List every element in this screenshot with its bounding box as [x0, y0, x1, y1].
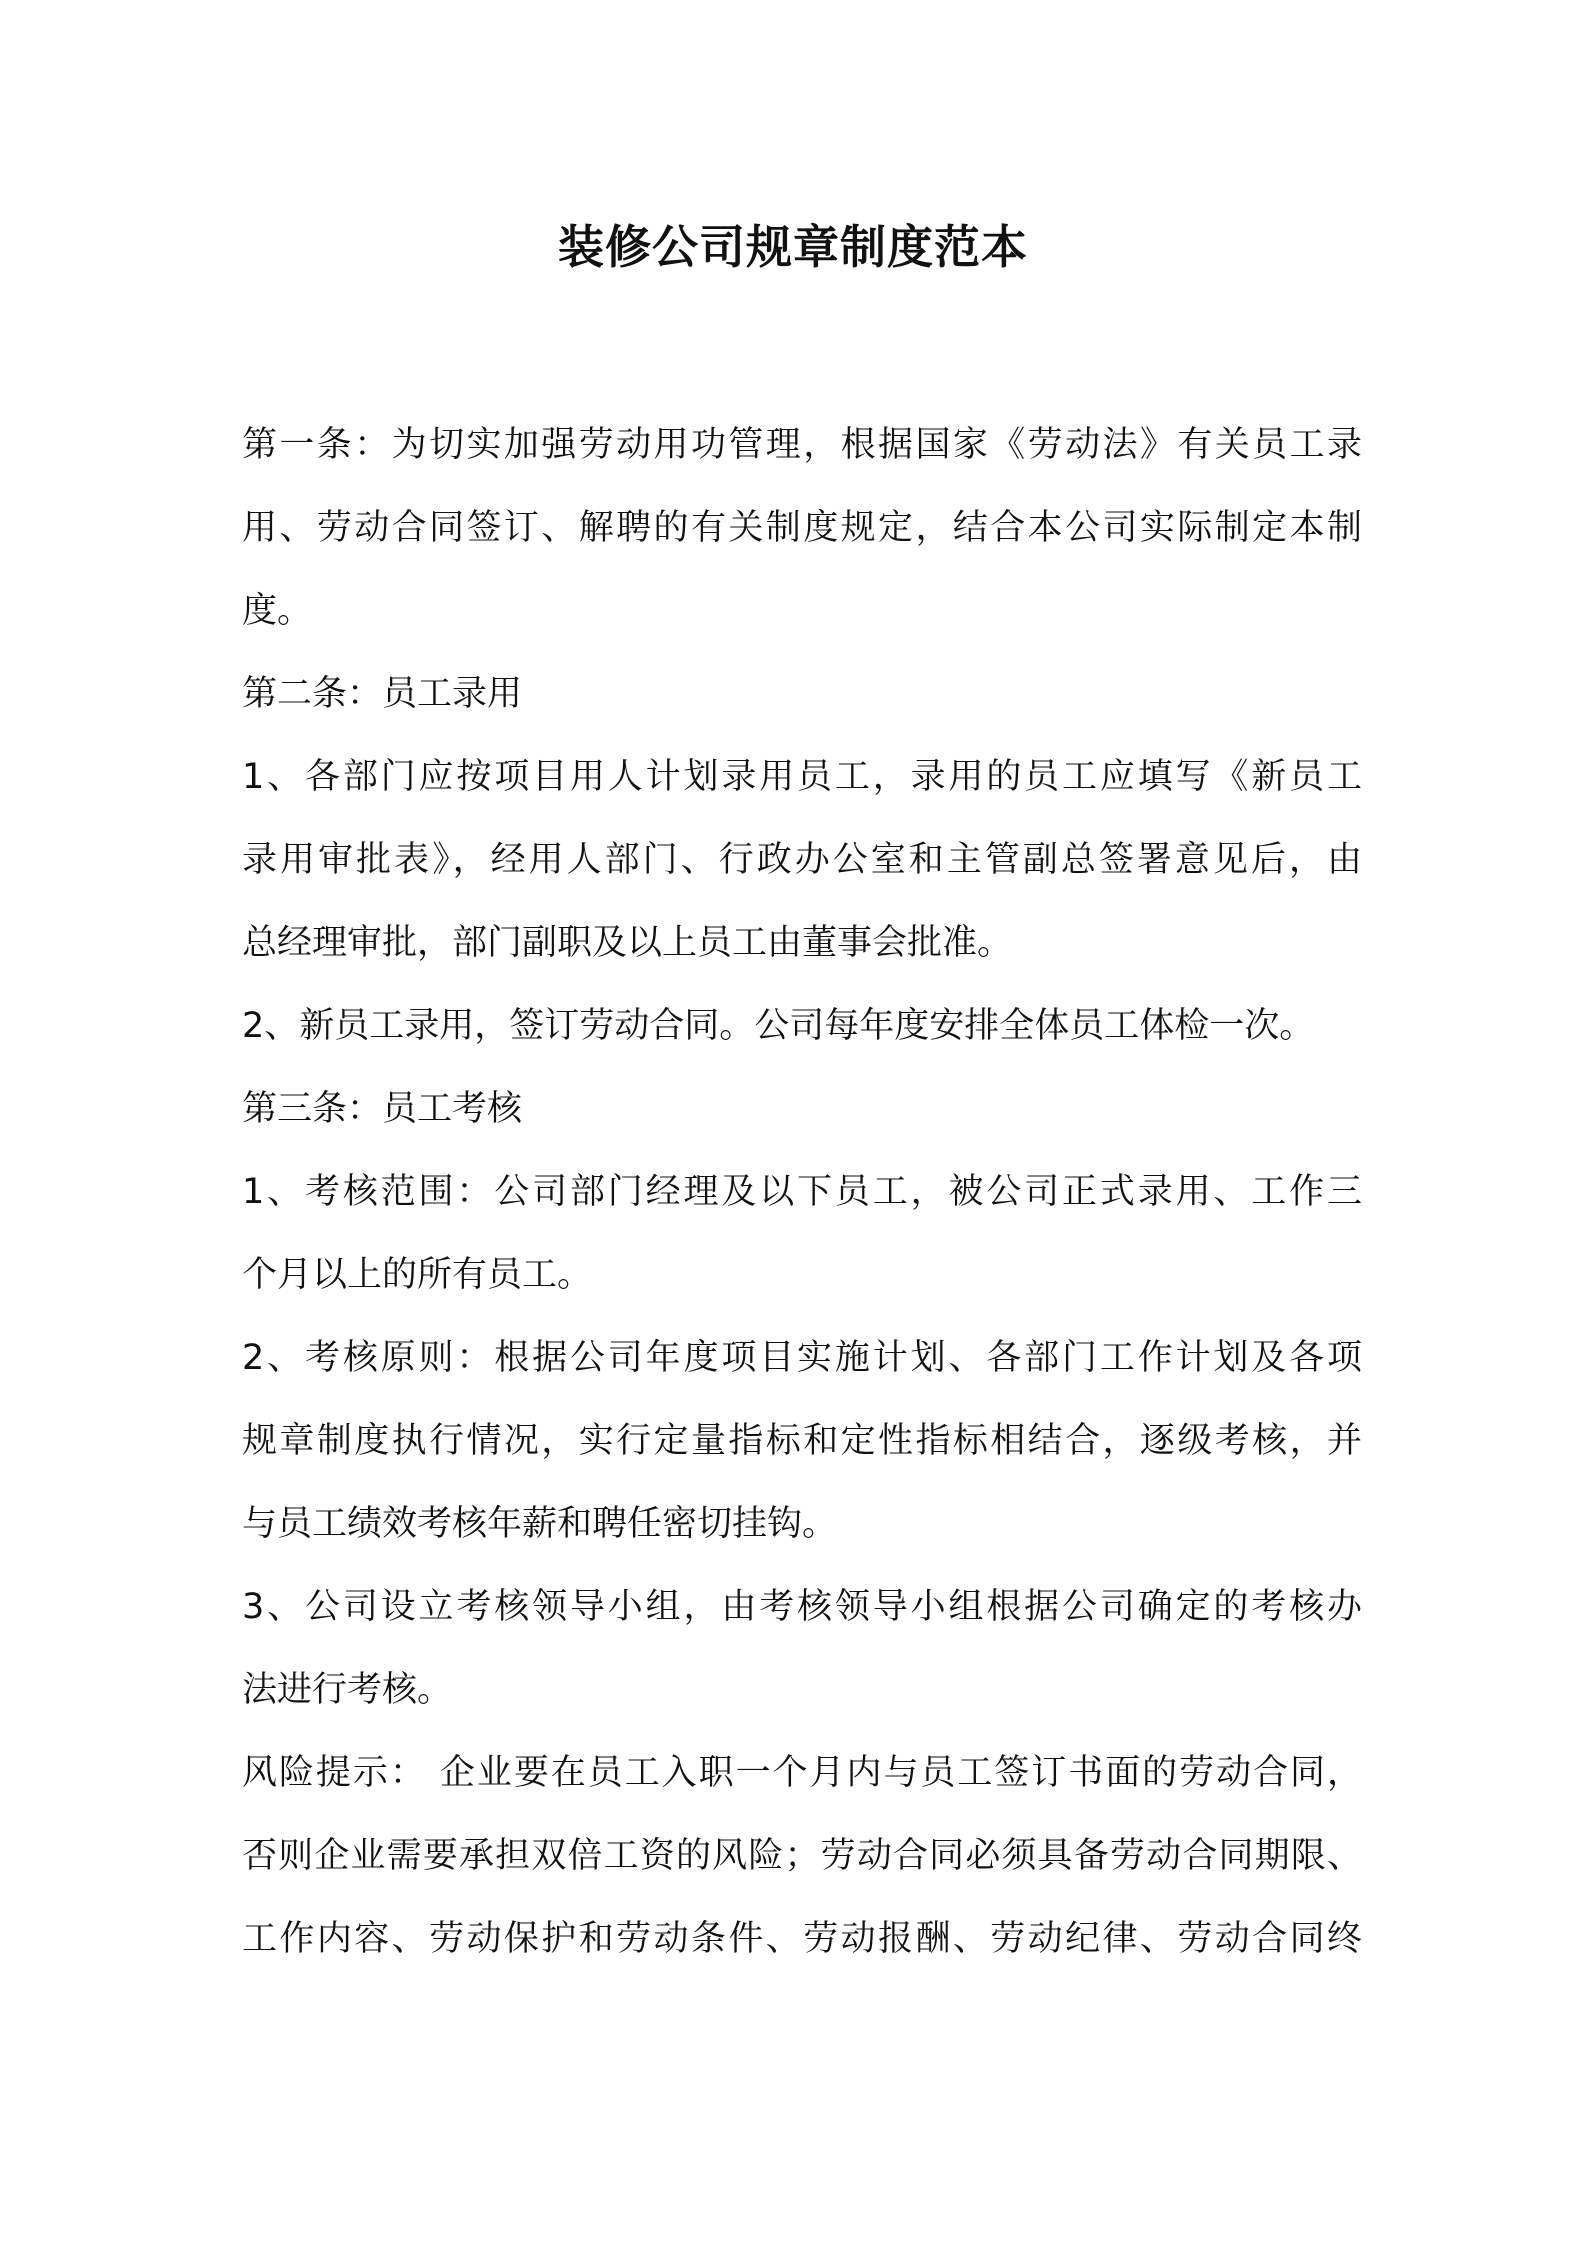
text-line: 与员工绩效考核年薪和聘任密切挂钩。 [242, 1504, 838, 1544]
risk-tip-line: 风险提示： 企业要在员工入职一个月内与员工签订书面的劳动合同， [242, 1753, 1362, 1793]
text-line: 2、考核原则：根据公司年度项目实施计划、各部门工作计划及各项 [242, 1338, 1362, 1378]
risk-tip-line: 工作内容、劳动保护和劳动条件、劳动报酬、劳动纪律、劳动合同终 [242, 1919, 1362, 1959]
text-line: 录用审批表》，经用人部门、行政办公室和主管副总签署意见后，由 [242, 840, 1362, 880]
text-line: 用、劳动合同签订、解聘的有关制度规定，结合本公司实际制定本制 [242, 508, 1362, 548]
text-line: 1、各部门应按项目用人计划录用员工，录用的员工应填写《新员工 [242, 757, 1362, 797]
section-heading: 第二条：员工录用 [242, 674, 523, 714]
risk-tip-line: 否则企业需要承担双倍工资的风险；劳动合同必须具备劳动合同期限、 [242, 1836, 1362, 1876]
text-line: 总经理审批，部门副职及以上员工由董事会批准。 [242, 923, 1013, 963]
text-line: 1、考核范围：公司部门经理及以下员工，被公司正式录用、工作三 [242, 1172, 1362, 1212]
text-line: 规章制度执行情况，实行定量指标和定性指标相结合，逐级考核，并 [242, 1421, 1362, 1461]
text-line: 2、新员工录用，签订劳动合同。公司每年度安排全体员工体检一次。 [242, 1006, 1315, 1046]
text-line: 3、公司设立考核领导小组，由考核领导小组根据公司确定的考核办 [242, 1587, 1362, 1627]
text-line: 个月以上的所有员工。 [242, 1255, 593, 1295]
text-line: 法进行考核。 [242, 1670, 453, 1710]
text-line: 第一条：为切实加强劳动用功管理，根据国家《劳动法》有关员工录 [242, 425, 1362, 465]
text-line: 度。 [242, 591, 313, 631]
section-heading: 第三条：员工考核 [242, 1089, 523, 1129]
document-title: 装修公司规章制度范本 [558, 220, 1028, 274]
document-body [242, 404, 1362, 1981]
